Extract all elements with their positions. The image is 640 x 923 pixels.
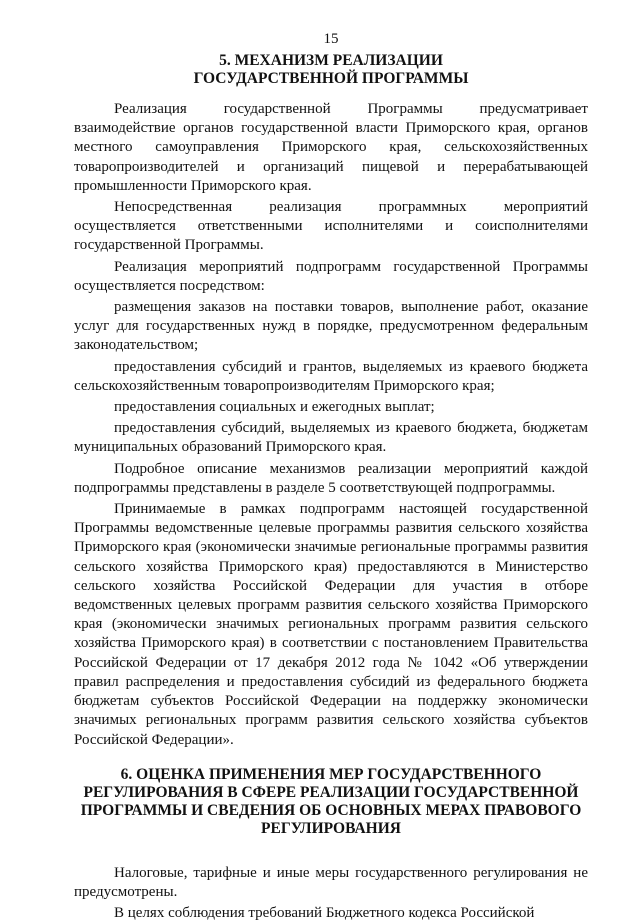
section-5-title-line: 5. МЕХАНИЗМ РЕАЛИЗАЦИИ [219, 52, 443, 69]
list-item: размещения заказов на поставки товаров, выполнение работ, оказание услуг для государственных нужд в порядке, предусмотренном федеральным законодательством; [74, 299, 588, 354]
section-5-title [74, 52, 588, 88]
paragraph: Реализация государственной Программы предусматривает взаимодействие органов государственной власти Приморского края, органов местного самоуправления Приморского края, сельскохозяйственных товаропроизводителей и организаций пищевой и перерабатывающей промышленности Приморского края. [74, 101, 588, 194]
section-5-title-line: ГОСУДАРСТВЕННОЙ ПРОГРАММЫ [193, 70, 469, 87]
list-item: предоставления социальных и ежегодных выплат; [114, 399, 435, 416]
paragraph: Подробное описание механизмов реализации мероприятий каждой подпрограммы представлены в разделе 5 соответствующей подпрограммы. [74, 460, 588, 496]
paragraph: Реализация мероприятий подпрограмм государственной Программы осуществляется посредством: [74, 258, 588, 294]
document-page [74, 30, 588, 923]
paragraph: Принимаемые в рамках подпрограмм настоящей государственной Программы ведомственные целевые программы развития сельского хозяйства Приморского края (экономически значимые региональные программы развития сельского хозяйства Приморского края) предоставляются в Министерство сельского хозяйства Российской Федерации для участия в отборе ведомственных целевых программ развития сельского хозяйства Приморского края (экономически значимых региональных программ развития сельского хозяйства Приморского края) в соответствии с постановлением Правительства Российской Федерации от 17 декабря 2012 года № 1042 «Об утверждении правил распределения и предоставления субсидий из федерального бюджета бюджетам субъектов Российской Федерации на поддержку экономически значимых региональных программ развития сельского хозяйства субъектов Российской Федерации». [74, 501, 588, 748]
paragraph: Налоговые, тарифные и иные меры государственного регулирования не предусмотрены. [74, 864, 588, 900]
section-6-title-line: ПРОГРАММЫ И СВЕДЕНИЯ ОБ ОСНОВНЫХ МЕРАХ ПРАВОВОГО [80, 801, 582, 819]
section-6-title-line: РЕГУЛИРОВАНИЯ В СФЕРЕ РЕАЛИЗАЦИИ ГОСУДАРСТВЕННОЙ [83, 783, 579, 801]
section-6-title [74, 766, 588, 838]
section-6-title-line: 6. ОЦЕНКА ПРИМЕНЕНИЯ МЕР ГОСУДАРСТВЕННОГО [120, 765, 542, 783]
section-6-title-line: РЕГУЛИРОВАНИЯ [261, 819, 401, 837]
list-item: предоставления субсидий, выделяемых из краевого бюджета, бюджетам муниципальных образований Приморского края. [74, 420, 588, 456]
page-number: 15 [323, 31, 339, 47]
list-item: предоставления субсидий и грантов, выделяемых из краевого бюджета сельскохозяйственным товаропроизводителям Приморского края; [74, 358, 588, 394]
paragraph: В целях соблюдения требований Бюджетного кодекса Российской [114, 905, 535, 922]
paragraph: Непосредственная реализация программных мероприятий осуществляется ответственными исполнителями и соисполнителями государственной Программы. [74, 199, 588, 254]
